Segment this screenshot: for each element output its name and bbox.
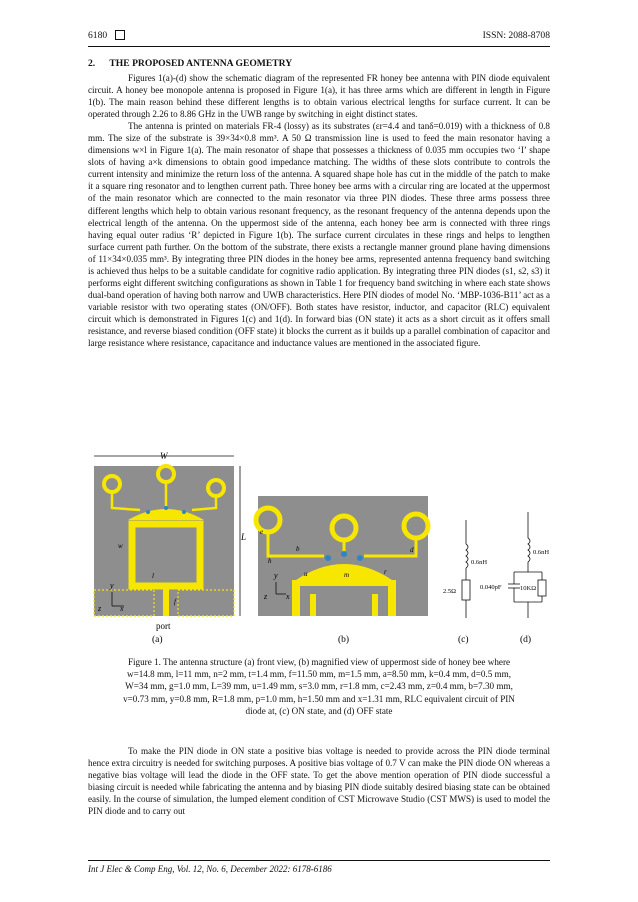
- label-b: b: [296, 545, 300, 553]
- square-bullet-icon: [115, 30, 125, 40]
- panel-d-off-state: [508, 512, 546, 618]
- resonator-top-b: [292, 580, 396, 586]
- inductance-c: 0.6nH: [471, 559, 488, 566]
- body-text: [88, 72, 550, 349]
- axis-y-a: y: [110, 581, 114, 590]
- label-e: e: [260, 528, 264, 536]
- label-m: m: [344, 571, 350, 579]
- label-h: h: [268, 557, 272, 565]
- caption-line-2: w=14.8 mm, l=11 mm, n=2 mm, t=1.4 mm, f=11.50 mm, m=1.5 mm, a=8.50 mm, k=0.4 mm, d=0.5 mm,: [126, 669, 512, 680]
- panel-a-front-view: [94, 451, 246, 631]
- resistor-d: [538, 580, 546, 596]
- diode-b-3: [357, 555, 363, 561]
- paragraph-1: Figures 1(a)-(d) show the schematic diagram of the represented FR honey bee antenna with PIN diode equivalent circuit. A honey bee monopole antenna is proposed in Figure 1(a), it has three arms which are different in length in Figure 1(b). The main reason behind these different lengths is to obtain various electrical lengths for surface current. It can be operated through 2.26 to 8.86 GHz in the UWB range by switching in eight distinct states.: [88, 73, 550, 120]
- resistor-c: [462, 580, 470, 600]
- issn: ISSN: 2088-8708: [482, 29, 550, 41]
- header-divider: [88, 46, 550, 47]
- diode-b-2: [341, 551, 347, 557]
- page-header: [88, 27, 550, 43]
- label-L: L: [241, 532, 247, 542]
- caption-line-1: Figure 1. The antenna structure (a) front view, (b) magnified view of uppermost side of honey bee where: [127, 657, 511, 667]
- label-d: d: [410, 546, 414, 554]
- label-w: w: [118, 542, 123, 550]
- caption-line-5: diode at, (c) ON state, and (d) OFF state: [245, 705, 393, 716]
- caption-line-4: v=0.73 mm, y=0.8 mm, R=1.8 mm, p=1.0 mm, h=1.50 mm and x=1.31 mm, RLC equivalent circuit of PIN: [123, 693, 515, 704]
- footer-divider: [88, 860, 550, 861]
- figure-caption: [88, 656, 550, 717]
- paragraph-3: To make the PIN diode in ON state a positive bias voltage is needed to provide across the PIN diode terminal hence extra circuitry is needed for switching purposes. A positive bias voltage of 0.7 V can make the PIN diode ON whereas a negative bias voltage will lead the diode in the OFF state. To get the above mention operation of PIN diode successful a biasing circuit is needed while fabricating the antenna and by biasing PIN diode suitably desired biasing state can be obtained easily. In the course of simulation, the lumped element condition of CST Microwave Studio (CST MWS) is used to model the PIN diode and to carry out: [88, 746, 550, 817]
- figure-1: [88, 448, 550, 648]
- panel-label-d: (d): [520, 635, 532, 645]
- label-W: W: [160, 451, 168, 461]
- axis-x-a: x: [120, 604, 124, 613]
- page-number: 6180: [88, 29, 108, 41]
- panel-c-on-state: [462, 520, 470, 618]
- figure-1-drawing: [88, 448, 550, 648]
- label-u: u: [304, 570, 308, 578]
- label-r: r: [384, 568, 387, 576]
- panel-label-c: (c): [458, 635, 469, 645]
- label-l: l: [152, 572, 154, 580]
- axis-z-b: z: [264, 592, 268, 601]
- section-heading: 2. THE PROPOSED ANTENNA GEOMETRY: [88, 58, 293, 69]
- axis-y-b: y: [274, 571, 278, 580]
- axis-x-b: x: [286, 592, 290, 601]
- axis-z-a: z: [98, 604, 102, 613]
- panel-label-b: (b): [338, 635, 350, 645]
- panel-label-a: (a): [152, 635, 163, 645]
- diode-1: [146, 510, 150, 514]
- diode-b-1: [325, 555, 331, 561]
- resistance-d-text: 10KΩ: [520, 585, 537, 592]
- panel-b-magnified-view: [256, 496, 428, 616]
- footer-journal: Int J Elec & Comp Eng, Vol. 12, No. 6, December 2022: 6178-6186: [88, 864, 332, 874]
- feed-line: [163, 586, 169, 616]
- inductor-d: [528, 538, 530, 562]
- body-text-after: [88, 745, 550, 817]
- label-f: f: [174, 598, 176, 606]
- port-label: port: [156, 621, 171, 631]
- diode-2: [164, 506, 168, 510]
- header-left: [88, 30, 125, 41]
- resistance-c: 2.5Ω: [443, 588, 456, 595]
- inductor-c: [466, 544, 468, 568]
- inductance-d: 0.6nH: [533, 549, 550, 556]
- diode-3: [182, 510, 186, 514]
- capacitance-d: 0.040pF: [480, 584, 502, 591]
- paragraph-2: The antenna is printed on materials FR-4 (lossy) as its substrates (εr=4.4 and tanδ=0.019) with a thickness of 0.8 mm. The size of the substrate is 39×34×0.8 mm³. A 50 Ω transmission line is used to feed the main resonator having a dimensions w×l in Figure 1(a). The main resonator of shape that possesses a thickness of 0.035 mm occupies two ‘I’ shape slots of having a×k dimensions to obtain good impedance matching. The widths of these slots contribute to controls the current intensity and minimize the return loss of the antenna. A squared shape hole has cut in the middle of the patch to make it a square ring resonator and to lengthen current path. Three honey bee arms with a circular ring are located at the uppermost of the main resonator which are connected to the main resonator via three PIN diodes. These three arms possess three different lengths which help to obtain various resonant frequency, as the resonant frequency of the antenna depends upon the electrical length of the antenna. On the uppermost side of the antenna, each honey bee arm is connected with three rings having equal outer radius ‘R’ depicted in Figure 1(b). The surface current circulates in these rings and helps to lengthen surface current path further. On the bottom of the substrate, there exists a rectangle manner ground plane having dimensions of 11×34×0.035 mm³. By integrating three PIN diodes in the honey bee arms, represented antenna frequency band switching is achieved thus helps to be a suitable candidate for cognitive radio application. By integrating three PIN diodes (s1, s2, s3) it performs eight different switching configurations as shown in Table 1 for frequency band switching in where each state shows dual-band operation of having both narrow and UWB characteristics. Here PIN diodes of model No. ‘MBP-1036-B11’ act as a variable resistor with two operating states (ON/OFF). Both states have resistor, inductor, and capacitor (RLC) equivalent circuit which is demonstrated in Figures 1(c) and 1(d). In forward bias (ON state) it acts as a short circuit as it offers small resistance, and reverse biased condition (OFF state) it blocks the current as it builds up a parallel combination of capacitor and large resistance where resistance, capacitance and inductance values are mentioned in the associated figure.: [88, 121, 550, 349]
- caption-line-3: W=34 mm, g=1.0 mm, L=39 mm, u=1.49 mm, s=3.0 mm, r=1.8 mm, c=2.43 mm, z=0.4 mm, b=7.30 mm,: [125, 681, 513, 692]
